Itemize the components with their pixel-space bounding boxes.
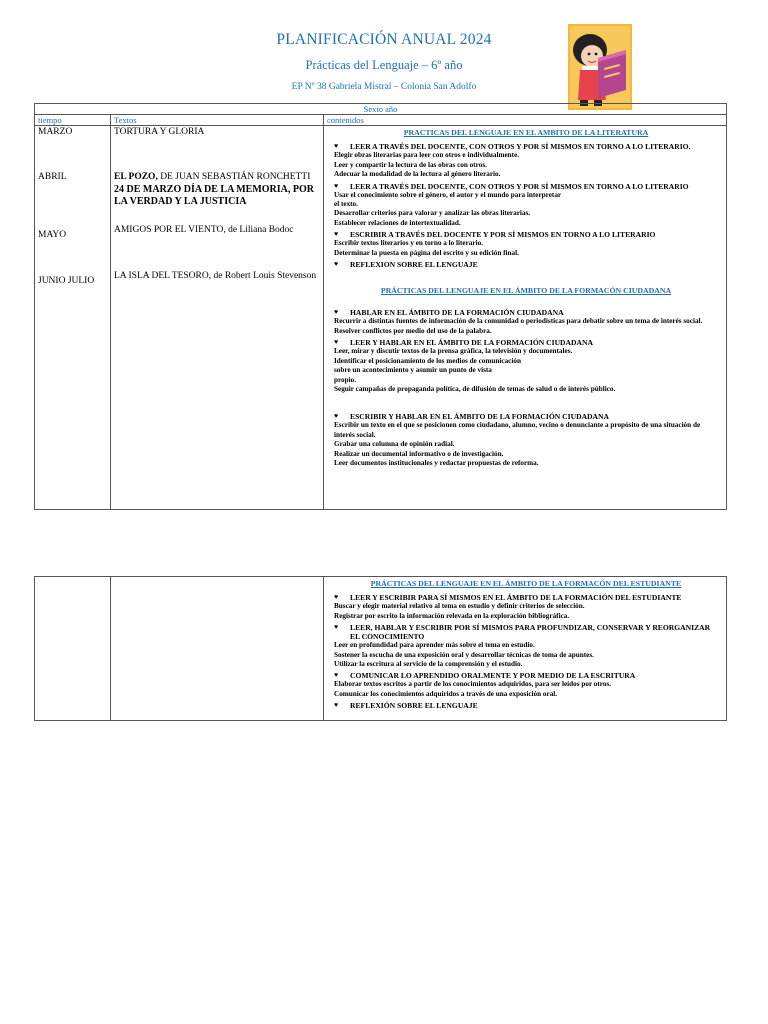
heart-bullet-icon: ♥ xyxy=(334,308,339,317)
list-item: Leer documentos institucionales y redactar propuestas de reforma. xyxy=(334,458,539,467)
list-item: Identificar el posicionamiento de los medios de comunicación xyxy=(334,356,521,365)
heart-bullet-icon: ♥ xyxy=(334,181,339,190)
text-item: TORTURA Y GLORIA xyxy=(114,127,205,137)
table-row xyxy=(35,577,727,721)
mafalda-reading-illustration xyxy=(568,24,632,110)
subsection-heading: ♥ ESCRIBIR A TRAVÉS DEL DOCENTE Y POR SÍ MISMOS EN TORNO A LO LITERARIO xyxy=(334,230,656,240)
heart-bullet-icon: ♥ xyxy=(334,412,339,421)
list-item: Leer en profundidad para aprender más sobre el tema en estudio. xyxy=(334,641,535,650)
heart-bullet-icon: ♥ xyxy=(334,230,339,239)
page-subtitle: Prácticas del Lenguaje – 6º año xyxy=(305,58,463,72)
subsection-heading: ♥ REFLEXION SOBRE EL LENGUAJE xyxy=(334,260,478,270)
table-caption-row xyxy=(35,104,727,115)
block-title-literature: PRACTICAS DEL LENGUAJE EN EL AMBITO DE LA LITERATURA xyxy=(403,128,649,137)
list-item: Recurrir a distintas fuentes de información de la comunidad o periodísticas para debatir sobre un tema de interés social. xyxy=(334,317,703,326)
header-texts: Textos xyxy=(111,115,324,126)
month-march: MARZO xyxy=(38,127,73,137)
list-item: el texto. xyxy=(334,200,358,209)
header-time: tiempo xyxy=(35,115,111,126)
table-header-row xyxy=(35,115,727,126)
list-item: Elaborar textos escritos a partir de los conocimientos adquiridos, para ser leídos por otros. xyxy=(334,680,612,689)
time-cell xyxy=(35,126,111,510)
table-row xyxy=(35,126,727,510)
school-line: EP Nº 38 Gabriela Mistral – Colonia San Adolfo xyxy=(291,82,477,92)
planning-table-continued xyxy=(34,576,727,721)
list-item: Determinar la puesta en página del escrito y su edición final. xyxy=(334,248,519,257)
heart-bullet-icon: ♥ xyxy=(334,623,339,632)
subsection-heading: ♥ REFLEXIÓN SOBRE EL LENGUAJE xyxy=(334,701,478,711)
heart-bullet-icon: ♥ xyxy=(334,593,339,602)
subsection-heading: ♥ LEER, HABLAR Y ESCRIBIR POR SÍ MISMOS PARA PROFUNDIZAR, CONSERVAR Y REORGANIZAR EL CONOCIMIENTO xyxy=(334,623,711,642)
text-item: AMIGOS POR EL VIENTO, de Liliana Bodoc xyxy=(114,225,294,235)
contents-cell xyxy=(324,577,727,721)
block-title-student: PRÁCTICAS DEL LENGUAJE EN EL ÁMBITO DE LA FORMACÓN DEL ESTUDIANTE xyxy=(370,579,682,588)
planning-table-main xyxy=(34,103,727,510)
heart-bullet-icon: ♥ xyxy=(334,671,339,680)
list-item: Registrar por escrito la información relevada en la exploración bibliográfica. xyxy=(334,611,570,620)
list-item: Elegir obras literarias para leer con otros e individualmente. xyxy=(334,151,520,160)
subsection-heading: ♥ COMUNICAR LO APRENDIDO ORALMENTE Y POR MEDIO DE LA ESCRITURA xyxy=(334,671,636,681)
text-item: EL POZO, DE JUAN SEBASTIÁN RONCHETTI xyxy=(114,172,311,182)
list-item: Grabar una columna de opinión radial. xyxy=(334,440,455,449)
text-item: 24 DE MARZO DÍA DE LA MEMORIA, POR LA VERDAD Y LA JUSTICIA xyxy=(114,184,315,207)
list-item: Leer, mirar y discutir textos de la prensa gráfica, la televisión y documentales. xyxy=(334,347,573,356)
texts-cell xyxy=(111,126,324,510)
list-item: Comunicar los conocimientos adquiridos a través de una exposición oral. xyxy=(334,689,558,698)
list-item: Buscar y elegir material relativo al tema en estudio y definir criterios de selección. xyxy=(334,602,585,611)
list-item: Usar el conocimiento sobre el género, el autor y el mundo para interpretar xyxy=(334,190,562,199)
list-item: Adecuar la modalidad de la lectura al género literario. xyxy=(334,170,501,179)
list-item: Realizar un documental informativo o de investigación. xyxy=(334,449,504,458)
list-item: propio. xyxy=(334,375,357,384)
subsection-heading: ♥ LEER A TRAVÉS DEL DOCENTE, CON OTROS Y POR SÍ MISMOS EN TORNO A LO LITERARIO xyxy=(334,181,689,191)
subsection-heading: ♥ HABLAR EN EL ÁMBITO DE LA FORMACIÓN CIUDADANA xyxy=(334,308,564,318)
time-cell xyxy=(35,577,111,721)
text-item: LA ISLA DEL TESORO, de Robert Louis Stevenson xyxy=(114,271,317,281)
subsection-heading: ♥ ESCRIBIR Y HABLAR EN EL ÁMBITO DE LA FORMACIÓN CIUDADANA xyxy=(334,412,609,422)
list-item: Desarrollar criterios para valorar y analizar las obras literarias. xyxy=(334,209,531,218)
page-title: PLANIFICACIÓN ANUAL 2024 xyxy=(276,31,492,48)
heart-bullet-icon: ♥ xyxy=(334,142,339,151)
contents-cell xyxy=(324,126,727,510)
texts-cell xyxy=(111,577,324,721)
month-may: MAYO xyxy=(38,230,67,240)
list-item: Seguir campañas de propaganda política, de difusión de temas de salud o de interés público. xyxy=(334,384,616,393)
subsection-heading: ♥ LEER Y ESCRIBIR PARA SÍ MISMOS EN EL ÁMBITO DE LA FORMACIÓN DEL ESTUDIANTE xyxy=(334,593,682,603)
list-item: Leer y compartir la lectura de las obras con otros. xyxy=(334,160,487,169)
heart-bullet-icon: ♥ xyxy=(334,701,339,710)
table-caption: Sexto año xyxy=(35,104,727,115)
header-contents: contenidos xyxy=(324,115,727,126)
list-item: sobre un acontecimiento y asumir un punto de vista xyxy=(334,366,492,375)
list-item: Escribir textos literarios y en torno a lo literario. xyxy=(334,239,483,248)
subsection-heading: ♥ LEER A TRAVÉS DEL DOCENTE, CON OTROS Y POR SÍ MISMOS EN TORNO A LO LITERARIO. xyxy=(334,142,691,152)
list-item: Establecer relaciones de intertextualidad. xyxy=(334,218,461,227)
month-april: ABRIL xyxy=(38,172,67,182)
heart-bullet-icon: ♥ xyxy=(334,260,339,269)
subsection-heading: ♥ LEER Y HABLAR EN EL ÁMBITO DE LA FORMACIÓN CIUDADANA xyxy=(334,338,593,348)
block-title-citizenship: PRÁCTICAS DEL LENGUAJE EN EL ÁMBITO DE LA FORMACÓN CIUDADANA xyxy=(380,286,672,296)
list-item: Escribir un texto en el que se posicionen como ciudadano, alumno, vecino o denunciante a propósito de una situación de interés social. xyxy=(334,421,701,439)
heart-bullet-icon: ♥ xyxy=(334,338,339,347)
list-item: Utilizar la escritura al servicio de la comprensión y el estudio. xyxy=(334,660,523,669)
list-item: Resolver conflictos por medio del uso de la palabra. xyxy=(334,326,492,335)
month-june-july: JUNIO JULIO xyxy=(38,276,95,286)
list-item: Sostener la escucha de una exposición oral y desarrollar técnicas de toma de apuntes. xyxy=(334,650,594,659)
